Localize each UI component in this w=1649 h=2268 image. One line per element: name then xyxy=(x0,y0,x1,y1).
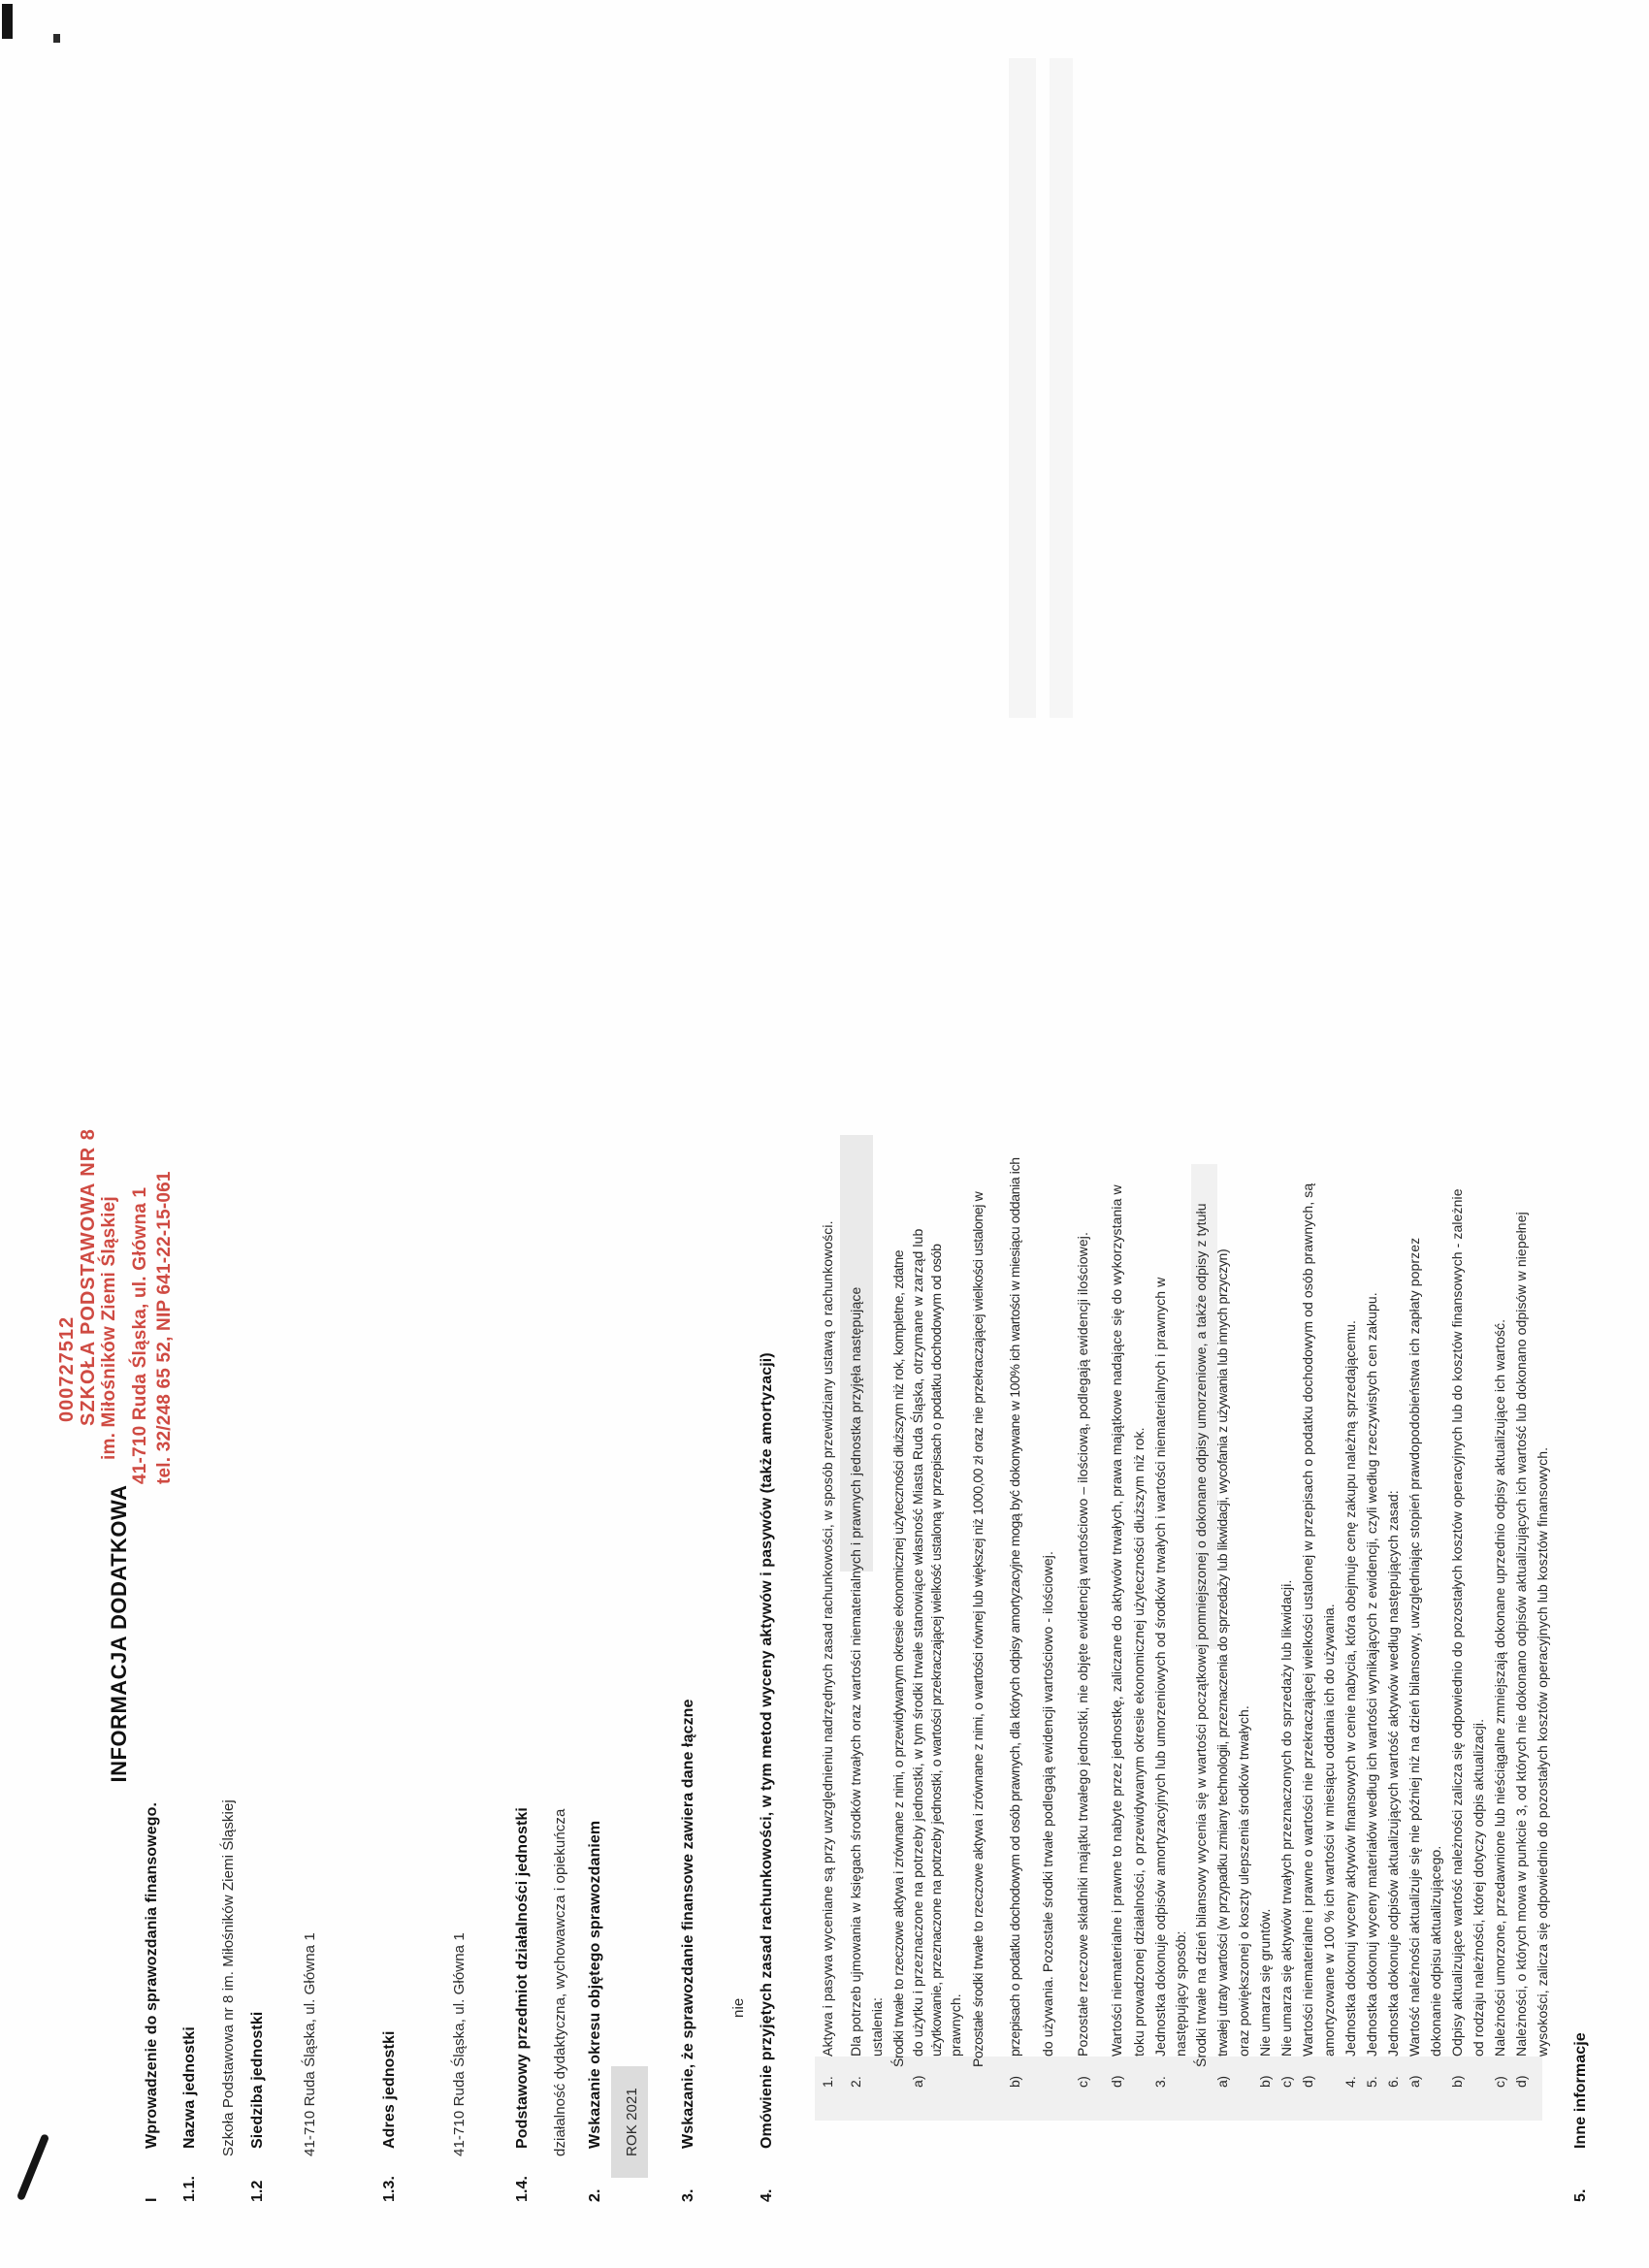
body-text: Odpisy aktualizujące wartość należności zalicza się odpowiednio do pozostałych kosztów operacyjnych lub do kosztów finansowych - zależnie xyxy=(1449,1188,1465,2057)
body-text: Jednostka dokonuj wyceny aktywów finansowych w cenie nabycia, która obejmuje cenę zakupu należną sprzedającemu. xyxy=(1342,1320,1358,2057)
body-text: Pozostałe środki trwałe to rzeczowe aktywa i zrównane z nimi, o wartości równej lub większej niż 1000,00 zł oraz nie przekraczającej wielkości ustalonej w xyxy=(970,1191,986,2067)
line-marker: b) xyxy=(1257,2075,1273,2088)
intro-text: Wskazanie okresu objętego sprawozdaniem xyxy=(587,1820,603,2149)
body-text: Pozostałe rzeczowe składniki majątku trwałego jednostki, nie objęte ewidencją wartościowo – ilościową, podlegają ewidencji ilościowej. xyxy=(1075,1232,1090,2057)
body-text: użytkowanie, przeznaczone na potrzeby jednostki, o wartości przekraczającej wielkość ustaloną w przepisach o podatku dochodowym od osób xyxy=(928,1244,944,2057)
body-text: Dla potrzeb ujmowania w księgach środków trwałych oraz wartości niematerialnych i prawnych jednostka przyjęła następujące xyxy=(848,1286,863,2057)
doc-line xyxy=(758,1352,777,2268)
body-text: Jednostka dokonuje odpisów amortyzacyjnych lub umorzeniowych od środków trwałych i wartości niematerialnych i prawnych w xyxy=(1152,1277,1168,2057)
doc-line xyxy=(1171,1930,1190,2268)
doc-line xyxy=(908,1229,927,2268)
line-marker: 4. xyxy=(1342,2076,1358,2088)
line-marker: 5. xyxy=(1364,2076,1379,2088)
body-text: oraz powiększonej o koszty ulepszenia środków trwałych. xyxy=(1236,1705,1251,2057)
scan-streak xyxy=(1009,58,1036,718)
stamp-line: 000727512 xyxy=(56,1315,78,1422)
doc-line xyxy=(1571,2032,1591,2268)
stamp-line: 41-710 Ruda Śląska, ul. Główna 1 xyxy=(130,1186,150,1484)
doc-line xyxy=(450,1932,469,2268)
doc-line xyxy=(889,1250,908,2268)
stamp-line: im. Miłośników Ziemi Śląskiej xyxy=(99,1196,119,1460)
intro-text: Wprowadzenie do sprawozdania finansowego. xyxy=(144,1801,160,2149)
intro-text: Podstawowy przedmiot działalności jednostki xyxy=(514,1807,531,2149)
line-marker: a) xyxy=(910,2075,925,2088)
line-marker: 1. xyxy=(820,2076,835,2088)
document-title: INFORMACJA DODATKOWA xyxy=(107,1484,131,1783)
doc-line xyxy=(1469,1719,1488,2268)
body-text: Należności, o których mowa w punkcie 3, od których nie dokonano odpisów aktualizujących ich wartość lub dokonano odpisów w niepełnej xyxy=(1513,1212,1529,2057)
doc-line xyxy=(1298,1183,1317,2268)
doc-line xyxy=(180,2026,200,2268)
intro-text: 41-710 Ruda Śląska, ul. Główna 1 xyxy=(302,1932,318,2156)
doc-line xyxy=(1234,1705,1253,2268)
intro-text: działalność dydaktyczna, wychowawcza i opiekuńcza xyxy=(552,1808,568,2156)
intro-text: ROK 2021 xyxy=(624,2088,640,2156)
doc-line xyxy=(586,1821,605,2268)
line-marker: 1.1. xyxy=(181,2175,198,2202)
body-text: od rodzaju należności, której dotyczy odpis aktualizacji. xyxy=(1471,1718,1486,2057)
body-text: Środki trwałe to rzeczowe aktywa i zrównane z nimi, o przewidywanym okresie ekonomicznej użyteczności dłuższym niż rok, kompletne, zdatne xyxy=(890,1249,906,2067)
doc-line xyxy=(1405,1238,1424,2268)
body-text: Nie umarza się aktywów trwałych przeznaczonych do sprzedaży lub likwidacji. xyxy=(1278,1579,1294,2057)
doc-line xyxy=(380,2030,400,2268)
body-text: Aktywa i pasywa wyceniane są przy uwzględnieniu nadrzędnych zasad rachunkowości, w sposób przewidziany ustawą o rachunkowości. xyxy=(820,1220,835,2057)
doc-line xyxy=(1277,1580,1296,2268)
body-text: ustalenia: xyxy=(869,1997,885,2057)
doc-line xyxy=(729,1998,749,2268)
line-marker: 1.2 xyxy=(249,2180,266,2202)
body-text: toku prowadzonej działalności, o przewidywanym okresie ekonomicznej użyteczności dłuższym niż rok. xyxy=(1131,1427,1147,2057)
line-marker: b) xyxy=(1007,2076,1022,2088)
doc-line xyxy=(1191,1203,1211,2268)
body-text: Jednostka dokonuj wyceny materiałów według ich wartości wynikających z ewidencji, czyli według rzeczywistych cen zakupu. xyxy=(1364,1292,1379,2057)
doc-line xyxy=(926,1244,946,2268)
doc-line xyxy=(143,1802,162,2268)
body-text: przepisach o podatku dochodowym od osób prawnych, dla których odpisy amortyzacyjne mogą być dokonywane w 100% ich wartości w miesiącu oddania ich xyxy=(1007,1157,1022,2057)
line-marker: 4. xyxy=(759,2188,775,2202)
body-text: do używania. Pozostałe środki trwałe podlegają ewidencji wartościowo - ilościowej. xyxy=(1040,1550,1055,2057)
body-text: Jednostka dokonuje odpisów aktualizujących wartość aktywów według następujących zasad: xyxy=(1385,1490,1401,2057)
body-text: następujący sposób: xyxy=(1173,1930,1188,2057)
line-marker: c) xyxy=(1278,2076,1294,2088)
doc-line xyxy=(1490,1319,1509,2268)
intro-text: Siedziba jednostki xyxy=(249,2011,266,2149)
body-text: Wartości niematerialne i prawne to nabyte przez jednostkę, zaliczane do aktywów trwałych, prawa majątkowe nadające się do wykorzystania w xyxy=(1109,1184,1124,2057)
line-marker: b) xyxy=(1449,2075,1465,2088)
doc-line xyxy=(623,2088,642,2268)
doc-line xyxy=(1447,1188,1467,2268)
doc-line xyxy=(248,2012,268,2268)
doc-line xyxy=(946,1993,965,2268)
body-text: wysokości, zalicza się odpowiednio do pozostałych kosztów operacyjnych lub kosztów finansowych. xyxy=(1535,1446,1550,2057)
scan-streak xyxy=(1050,58,1073,718)
doc-line xyxy=(513,1807,533,2268)
final-section-text: Inne informacje xyxy=(1572,2032,1589,2149)
line-marker: a) xyxy=(1214,2076,1230,2088)
doc-line xyxy=(679,1699,698,2268)
body-text: do użytku i przeznaczone na potrzeby jednostki, w tym środki trwałe stanowiące własność Miasta Ruda Śląska, otrzymane w zarząd lub xyxy=(910,1228,925,2057)
doc-line xyxy=(1212,1249,1232,2268)
line-marker: 2. xyxy=(587,2188,603,2202)
line-marker: 1.4. xyxy=(514,2175,531,2202)
doc-line xyxy=(1073,1232,1092,2268)
line-marker: 3. xyxy=(1152,2076,1168,2088)
doc-line xyxy=(551,1809,570,2268)
doc-line xyxy=(1150,1278,1170,2268)
line-marker: 3. xyxy=(680,2188,696,2202)
doc-line xyxy=(1533,1447,1552,2268)
pen-mark xyxy=(16,2133,49,2201)
line-marker: 6. xyxy=(1385,2076,1401,2088)
line-marker: d) xyxy=(1109,2075,1124,2088)
body-text: Nie umarza się gruntów. xyxy=(1257,1908,1273,2057)
scan-edge-dot xyxy=(53,34,60,43)
body-text: Wartość należności aktualizuje się nie później niż na dzień bilansowy, uwzględniając stopień prawdopodobieństwa ich zapłaty poprzez xyxy=(1406,1237,1422,2057)
intro-text: Szkoła Podstawowa nr 8 im. Miłośników Ziemi Śląskiej xyxy=(220,1799,237,2156)
line-marker: 5. xyxy=(1572,2188,1589,2202)
line-marker: 1.3. xyxy=(381,2175,398,2202)
doc-line xyxy=(846,1287,865,2268)
doc-line xyxy=(867,1997,887,2268)
body-text: Należności umorzone, przedawnione lub nieściągalne zmniejszają dokonane uprzednio odpisy aktualizujące ich wartość. xyxy=(1492,1318,1507,2057)
line-marker: d) xyxy=(1513,2075,1529,2088)
doc-line xyxy=(1038,1551,1057,2268)
stamp-line: SZKOŁA PODSTAWOWA NR 8 xyxy=(78,1128,99,1426)
stamp-line: tel. 32/248 65 52, NIP 641-22-15-061 xyxy=(154,1171,175,1484)
body-text: Wartości niematerialne i prawne o wartości nie przekraczającej wielkości ustalonej w przepisach o podatku dochodowym od osób prawnych, są xyxy=(1300,1183,1315,2057)
doc-line xyxy=(1383,1490,1403,2268)
doc-line xyxy=(1255,1909,1275,2268)
line-marker: a) xyxy=(1406,2075,1422,2088)
doc-line xyxy=(1129,1427,1148,2268)
line-marker: c) xyxy=(1075,2076,1090,2088)
line-marker: c) xyxy=(1492,2076,1507,2088)
doc-line xyxy=(1005,1157,1024,2268)
doc-line xyxy=(1107,1184,1126,2268)
scan-edge-mark xyxy=(2,4,13,39)
intro-text: 41-710 Ruda Śląska, ul. Główna 1 xyxy=(451,1932,468,2156)
doc-line xyxy=(1426,1846,1445,2268)
intro-text: Nazwa jednostki xyxy=(181,2026,198,2149)
doc-line xyxy=(1319,1604,1339,2268)
body-text: trwałej utraty wartości (w przypadku zmiany technologii, przeznaczenia do sprzedaży lub likwidacji, wycofania z używania lub innych przyczyn) xyxy=(1214,1248,1230,2057)
body-text: dokonanie odpisu aktualizującego. xyxy=(1428,1845,1443,2057)
intro-text: Omówienie przyjętych zasad rachunkowości, w tym metod wyceny aktywów i pasywów (także amortyzacji) xyxy=(759,1352,775,2149)
line-marker: d) xyxy=(1300,2075,1315,2088)
doc-line xyxy=(219,1799,239,2268)
intro-text: nie xyxy=(730,1997,747,2018)
doc-line xyxy=(1341,1320,1360,2268)
body-text: Środki trwałe na dzień bilansowy wycenia się w wartości początkowej pomniejszonej o dokonane odpisy umorzeniowe, a także odpisy z tytułu xyxy=(1193,1203,1209,2067)
line-marker: I xyxy=(144,2197,160,2202)
line-marker: 2. xyxy=(848,2076,863,2088)
intro-text: Adres jednostki xyxy=(381,2030,398,2149)
doc-line xyxy=(1511,1212,1531,2268)
doc-line xyxy=(301,1932,320,2268)
doc-line xyxy=(818,1220,837,2268)
intro-text: Wskazanie, że sprawozdanie finansowe zawiera dane łączne xyxy=(680,1699,696,2149)
doc-line xyxy=(968,1192,987,2268)
body-text: amortyzowane w 100 % ich wartości w miesiącu oddania ich do używania. xyxy=(1321,1604,1337,2057)
doc-line xyxy=(1362,1292,1381,2268)
body-text: prawnych. xyxy=(948,1993,963,2057)
